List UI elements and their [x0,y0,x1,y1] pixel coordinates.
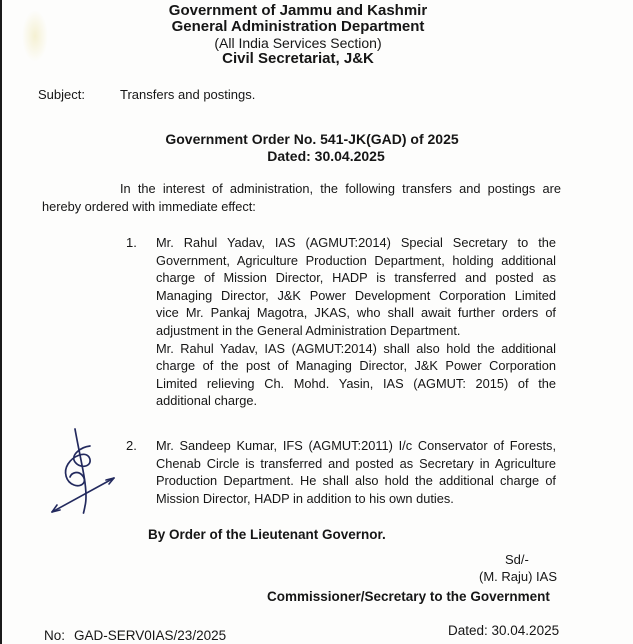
signatory-name: (M. Raju) IAS [479,569,558,584]
text-line: In the interest of administration, the following transfers and postings are [120,181,561,196]
item-2-paragraph [156,437,556,507]
item-1-text [156,234,556,410]
signature-main-stroke [75,429,86,513]
text-line: Mr. Rahul Yadav, IAS (AGMUT:2014) shall also hold the additional [156,340,556,356]
text-line: vice Mr. Pankaj Magotra, JKAS, who shall await further orders of [156,305,556,321]
item-1-number: 1. [126,235,137,250]
header-government-line: Government of Jammu and Kashmir [168,2,428,19]
signature-scribble [44,426,120,518]
subject-value: Transfers and postings. [120,87,256,102]
subject-label: Subject: [38,87,85,102]
sd-line: Sd/- [505,552,529,567]
footer-dated: Dated: 30.04.2025 [448,623,560,638]
item-2-number: 2. [126,438,137,453]
preamble-paragraph [42,180,561,215]
item-1-paragraph-1 [156,234,556,340]
text-line: Production Department. He shall also hold the additional charge of [156,473,556,489]
text-line: Mr. Sandeep Kumar, IFS (AGMUT:2011) I/c Conservator of Forests, [156,438,556,453]
text-line: Mission Director, HADP in addition to his own duties. [156,490,454,506]
text-line: Chenab Circle is transferred and posted as Secretary in Agriculture [156,455,556,471]
text-line: charge of Mission Director, HADP is transferred and posted as [156,270,556,286]
order-date-line: Dated: 30.04.2025 [267,148,385,164]
footer-reference-number [44,628,226,643]
text-line: Government, Agriculture Production Department, holding additional [156,252,556,268]
footer-number-label: No: [44,628,66,643]
text-line: Mr. Rahul Yadav, IAS (AGMUT:2014) Special Secretary to the [156,235,556,250]
item-1-paragraph-2 [156,340,556,410]
text-line: adjustment in the General Administration Department. [156,322,461,338]
signature-loop-stroke [66,446,91,486]
document-header [0,3,596,67]
signatory-designation: Commissioner/Secretary to the Government [267,589,550,604]
scan-left-border [0,0,2,644]
header-section-line: (All India Services Section) [214,35,382,51]
header-secretariat-line: Civil Secretariat, J&K [222,50,374,67]
text-line: additional charge. [156,393,258,409]
footer-number-value: GAD-SERV0IAS/23/2025 [74,628,227,643]
text-line: Limited relieving Ch. Mohd. Yasin, IAS (AGMUT: 2015) of the [156,375,556,391]
order-number-line: Government Order No. 541-JK(GAD) of 2025 [165,131,459,147]
header-department-line: General Administration Department [171,18,425,35]
by-order-line: By Order of the Lieutenant Governor. [148,527,386,542]
text-line: hereby ordered with immediate effect: [42,198,256,214]
order-heading [0,131,624,165]
text-line: Managing Director, J&K Power Development Corporation Limited [156,287,556,303]
text-line: charge of the post of Managing Director, J&K Power Corporation [156,358,556,374]
